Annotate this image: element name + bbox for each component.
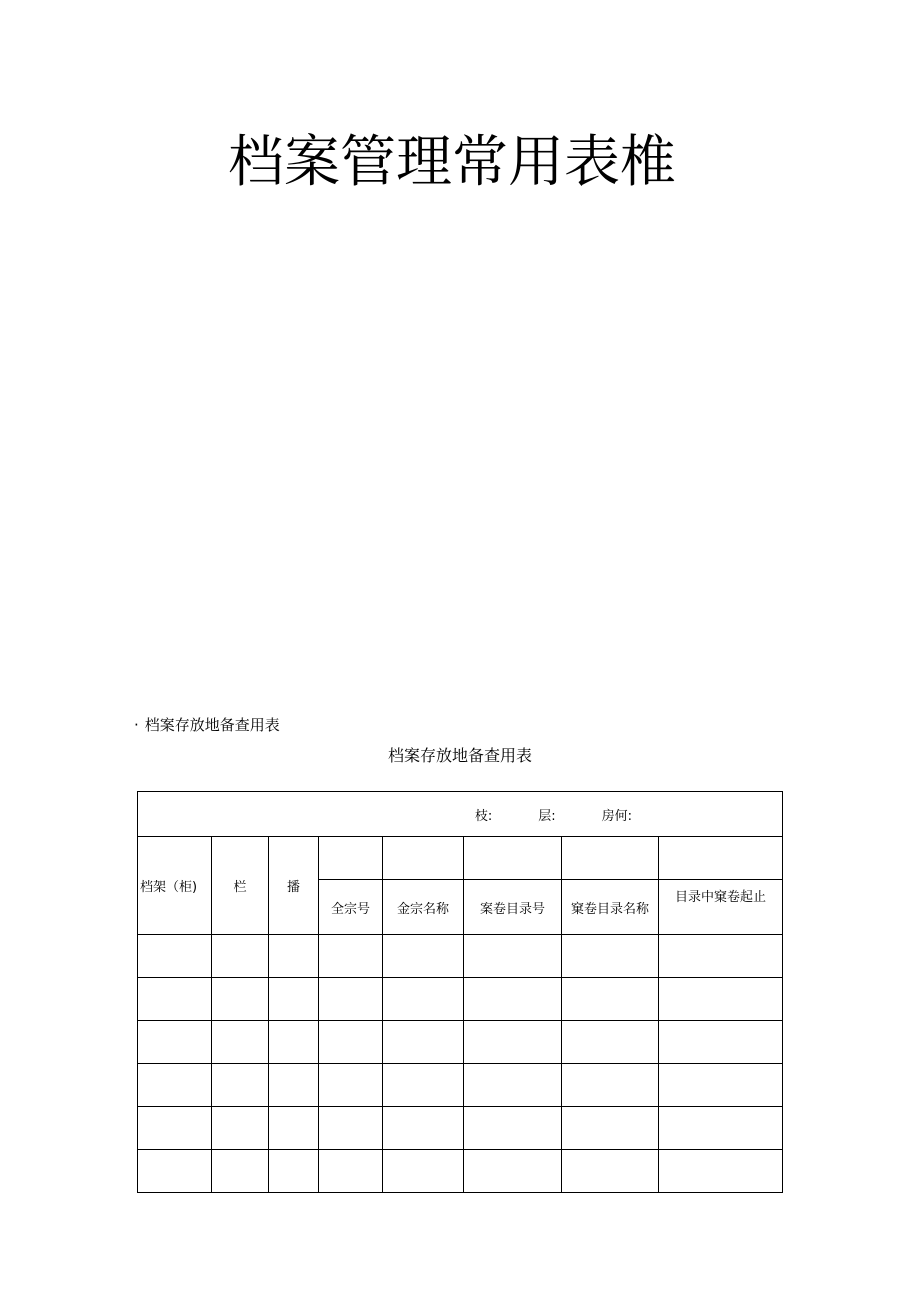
header-file-catalog-name: 窠卷目录名称 [562, 880, 659, 935]
header-spacer-cell [319, 837, 383, 880]
section-bullet: · [134, 716, 139, 734]
table-cell[interactable] [269, 1064, 319, 1107]
table-cell[interactable] [659, 935, 783, 978]
table-row [138, 1150, 783, 1193]
table-cell[interactable] [319, 1150, 383, 1193]
header-column: 栏 [212, 837, 269, 935]
table-cell[interactable] [138, 1021, 212, 1064]
building-field-label: 枝: [474, 808, 493, 824]
table-cell[interactable] [562, 935, 659, 978]
table-cell[interactable] [383, 978, 464, 1021]
table-cell[interactable] [138, 1064, 212, 1107]
table-cell[interactable] [464, 935, 562, 978]
header-spacer-cell [562, 837, 659, 880]
table-cell[interactable] [562, 1150, 659, 1193]
table-cell[interactable] [464, 1107, 562, 1150]
table-row [138, 1064, 783, 1107]
table-cell[interactable] [659, 1021, 783, 1064]
table-cell[interactable] [383, 1150, 464, 1193]
table-cell[interactable] [562, 1107, 659, 1150]
table-cell[interactable] [659, 1064, 783, 1107]
table-cell[interactable] [212, 1150, 269, 1193]
room-field-label: 房何: [601, 808, 633, 824]
table-cell[interactable] [383, 1064, 464, 1107]
header-cabinet: 档架（柜) [138, 837, 212, 935]
table-cell[interactable] [212, 1064, 269, 1107]
document-title: 档案管理常用表椎 [228, 130, 676, 195]
table-cell[interactable] [269, 978, 319, 1021]
table-cell[interactable] [319, 935, 383, 978]
archive-location-table [137, 791, 783, 1193]
table-cell[interactable] [659, 1150, 783, 1193]
table-cell[interactable] [464, 1150, 562, 1193]
header-shelf: 播 [269, 837, 319, 935]
header-catalog-file-range: 目录中窠卷起止 [659, 880, 783, 935]
header-fonds-number: 全宗号 [319, 880, 383, 935]
table-cell[interactable] [319, 978, 383, 1021]
table-cell[interactable] [212, 935, 269, 978]
header-fonds-name: 金宗名称 [383, 880, 464, 935]
table-cell[interactable] [138, 1150, 212, 1193]
table-cell[interactable] [464, 1021, 562, 1064]
header-spacer-cell [659, 837, 783, 880]
table-cell[interactable] [319, 1021, 383, 1064]
table-cell[interactable] [319, 1064, 383, 1107]
table-cell[interactable] [212, 1107, 269, 1150]
table-cell[interactable] [383, 935, 464, 978]
table-cell[interactable] [138, 935, 212, 978]
table-cell[interactable] [383, 1021, 464, 1064]
table-cell[interactable] [464, 1064, 562, 1107]
header-spacer-cell [464, 837, 562, 880]
table-cell[interactable] [138, 978, 212, 1021]
location-info-cell [138, 792, 783, 837]
table-cell[interactable] [269, 1021, 319, 1064]
table-cell[interactable] [269, 935, 319, 978]
table-row [138, 935, 783, 978]
header-spacer-cell [383, 837, 464, 880]
table-cell[interactable] [383, 1107, 464, 1150]
header-file-catalog-number: 案卷目录号 [464, 880, 562, 935]
table-row [138, 1021, 783, 1064]
table-cell[interactable] [659, 978, 783, 1021]
table-title: 档案存放地备查用表 [387, 746, 532, 765]
table-cell[interactable] [212, 1021, 269, 1064]
table-row [138, 1107, 783, 1150]
table-cell[interactable] [138, 1107, 212, 1150]
table-cell[interactable] [269, 1150, 319, 1193]
table-row [138, 978, 783, 1021]
table-cell[interactable] [319, 1107, 383, 1150]
table-cell[interactable] [464, 978, 562, 1021]
table-cell[interactable] [212, 978, 269, 1021]
table-cell[interactable] [562, 1064, 659, 1107]
section-label-text: 档案存放地备查用表 [144, 716, 280, 734]
table-cell[interactable] [562, 978, 659, 1021]
table-cell[interactable] [659, 1107, 783, 1150]
table-cell[interactable] [562, 1021, 659, 1064]
table-cell[interactable] [269, 1107, 319, 1150]
section-label [134, 714, 280, 736]
floor-field-label: 层: [538, 808, 556, 824]
